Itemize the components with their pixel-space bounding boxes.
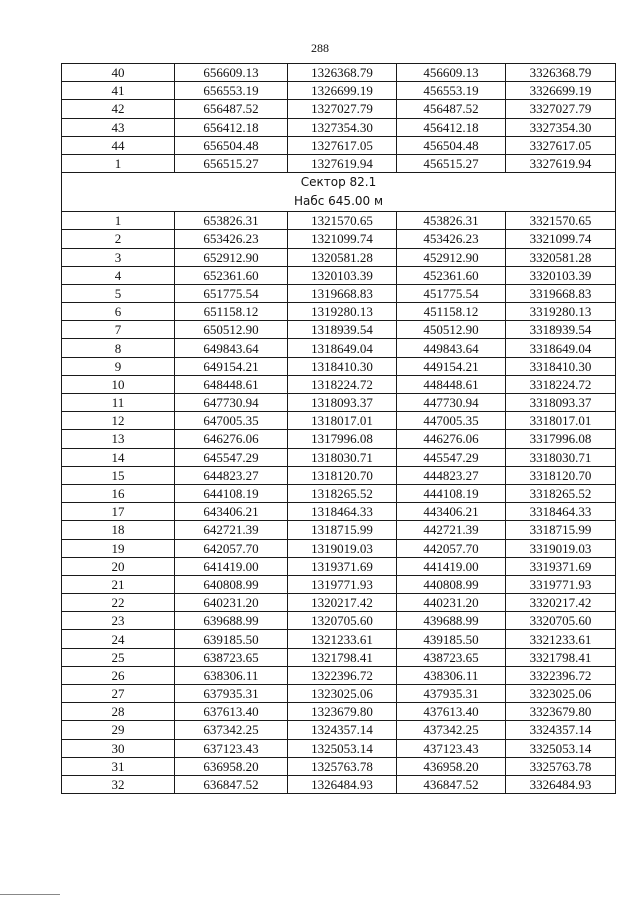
table-row bbox=[62, 648, 616, 666]
x-coord-cell: 637935.31 bbox=[175, 685, 288, 703]
scan-edge-line bbox=[0, 894, 60, 895]
y-coord-cell: 1323679.80 bbox=[288, 703, 397, 721]
x-coord-cell: 652912.90 bbox=[175, 248, 288, 266]
table-row bbox=[62, 303, 616, 321]
point-number-cell: 9 bbox=[62, 357, 175, 375]
x2-coord-cell: 456515.27 bbox=[397, 154, 506, 172]
y-coord-cell: 1325053.14 bbox=[288, 739, 397, 757]
table-row bbox=[62, 630, 616, 648]
y2-coord-cell: 3321570.65 bbox=[506, 212, 616, 230]
x2-coord-cell: 450512.90 bbox=[397, 321, 506, 339]
y2-coord-cell: 3320103.39 bbox=[506, 266, 616, 284]
x2-coord-cell: 443406.21 bbox=[397, 503, 506, 521]
point-number-cell: 20 bbox=[62, 557, 175, 575]
point-number-cell: 24 bbox=[62, 630, 175, 648]
y2-coord-cell: 3320217.42 bbox=[506, 594, 616, 612]
x2-coord-cell: 449843.64 bbox=[397, 339, 506, 357]
point-number-cell: 8 bbox=[62, 339, 175, 357]
y2-coord-cell: 3324357.14 bbox=[506, 721, 616, 739]
point-number-cell: 12 bbox=[62, 412, 175, 430]
x-coord-cell: 651775.54 bbox=[175, 284, 288, 302]
y-coord-cell: 1318939.54 bbox=[288, 321, 397, 339]
point-number-cell: 22 bbox=[62, 594, 175, 612]
y-coord-cell: 1323025.06 bbox=[288, 685, 397, 703]
point-number-cell: 3 bbox=[62, 248, 175, 266]
y-coord-cell: 1318410.30 bbox=[288, 357, 397, 375]
table-row bbox=[62, 703, 616, 721]
y2-coord-cell: 3319019.03 bbox=[506, 539, 616, 557]
table-row bbox=[62, 100, 616, 118]
table-row bbox=[62, 685, 616, 703]
y-coord-cell: 1318224.72 bbox=[288, 375, 397, 393]
y-coord-cell: 1320581.28 bbox=[288, 248, 397, 266]
x-coord-cell: 642721.39 bbox=[175, 521, 288, 539]
x-coord-cell: 639688.99 bbox=[175, 612, 288, 630]
x2-coord-cell: 439185.50 bbox=[397, 630, 506, 648]
point-number-cell: 31 bbox=[62, 757, 175, 775]
x-coord-cell: 649154.21 bbox=[175, 357, 288, 375]
x-coord-cell: 651158.12 bbox=[175, 303, 288, 321]
x-coord-cell: 646276.06 bbox=[175, 430, 288, 448]
x-coord-cell: 648448.61 bbox=[175, 375, 288, 393]
table-row bbox=[62, 212, 616, 230]
y2-coord-cell: 3325053.14 bbox=[506, 739, 616, 757]
point-number-cell: 41 bbox=[62, 82, 175, 100]
x-coord-cell: 643406.21 bbox=[175, 503, 288, 521]
x2-coord-cell: 437342.25 bbox=[397, 721, 506, 739]
section-header-group bbox=[62, 173, 616, 212]
x-coord-cell: 637613.40 bbox=[175, 703, 288, 721]
x2-coord-cell: 438723.65 bbox=[397, 648, 506, 666]
y2-coord-cell: 3323025.06 bbox=[506, 685, 616, 703]
table-row bbox=[62, 612, 616, 630]
point-number-cell: 16 bbox=[62, 484, 175, 502]
table-row bbox=[62, 757, 616, 775]
x-coord-cell: 656504.48 bbox=[175, 136, 288, 154]
x-coord-cell: 647005.35 bbox=[175, 412, 288, 430]
x2-coord-cell: 436847.52 bbox=[397, 775, 506, 793]
y-coord-cell: 1326699.19 bbox=[288, 82, 397, 100]
x2-coord-cell: 444108.19 bbox=[397, 484, 506, 502]
table-row bbox=[62, 375, 616, 393]
x-coord-cell: 645547.29 bbox=[175, 448, 288, 466]
y2-coord-cell: 3323679.80 bbox=[506, 703, 616, 721]
point-number-cell: 1 bbox=[62, 212, 175, 230]
table-row bbox=[62, 503, 616, 521]
table-row bbox=[62, 466, 616, 484]
point-number-cell: 27 bbox=[62, 685, 175, 703]
x2-coord-cell: 447730.94 bbox=[397, 394, 506, 412]
point-number-cell: 6 bbox=[62, 303, 175, 321]
section-subtitle: Набс 645.00 м bbox=[293, 194, 384, 209]
x2-coord-cell: 447005.35 bbox=[397, 412, 506, 430]
x2-coord-cell: 436958.20 bbox=[397, 757, 506, 775]
y-coord-cell: 1318017.01 bbox=[288, 412, 397, 430]
x-coord-cell: 656553.19 bbox=[175, 82, 288, 100]
point-number-cell: 26 bbox=[62, 666, 175, 684]
x2-coord-cell: 444823.27 bbox=[397, 466, 506, 484]
x2-coord-cell: 448448.61 bbox=[397, 375, 506, 393]
x-coord-cell: 637123.43 bbox=[175, 739, 288, 757]
point-number-cell: 28 bbox=[62, 703, 175, 721]
y2-coord-cell: 3327617.05 bbox=[506, 136, 616, 154]
x-coord-cell: 640231.20 bbox=[175, 594, 288, 612]
point-number-cell: 44 bbox=[62, 136, 175, 154]
table-row bbox=[62, 284, 616, 302]
table-row bbox=[62, 339, 616, 357]
point-number-cell: 7 bbox=[62, 321, 175, 339]
y2-coord-cell: 3318939.54 bbox=[506, 321, 616, 339]
point-number-cell: 19 bbox=[62, 539, 175, 557]
table-top-group bbox=[62, 64, 616, 173]
x-coord-cell: 644823.27 bbox=[175, 466, 288, 484]
point-number-cell: 17 bbox=[62, 503, 175, 521]
y2-coord-cell: 3317996.08 bbox=[506, 430, 616, 448]
table-row bbox=[62, 575, 616, 593]
table-row bbox=[62, 412, 616, 430]
y-coord-cell: 1319371.69 bbox=[288, 557, 397, 575]
point-number-cell: 13 bbox=[62, 430, 175, 448]
point-number-cell: 15 bbox=[62, 466, 175, 484]
table-row bbox=[62, 394, 616, 412]
y2-coord-cell: 3318715.99 bbox=[506, 521, 616, 539]
x2-coord-cell: 456412.18 bbox=[397, 118, 506, 136]
table-row bbox=[62, 739, 616, 757]
y-coord-cell: 1321099.74 bbox=[288, 230, 397, 248]
y2-coord-cell: 3327619.94 bbox=[506, 154, 616, 172]
y-coord-cell: 1319019.03 bbox=[288, 539, 397, 557]
y2-coord-cell: 3318093.37 bbox=[506, 394, 616, 412]
y-coord-cell: 1327619.94 bbox=[288, 154, 397, 172]
x-coord-cell: 636958.20 bbox=[175, 757, 288, 775]
x2-coord-cell: 442057.70 bbox=[397, 539, 506, 557]
section-title: Сектор 82.1 bbox=[300, 175, 377, 190]
x2-coord-cell: 453426.23 bbox=[397, 230, 506, 248]
y2-coord-cell: 3318649.04 bbox=[506, 339, 616, 357]
y-coord-cell: 1321798.41 bbox=[288, 648, 397, 666]
page-number: 288 bbox=[311, 41, 329, 55]
y2-coord-cell: 3320581.28 bbox=[506, 248, 616, 266]
table-row bbox=[62, 448, 616, 466]
point-number-cell: 10 bbox=[62, 375, 175, 393]
table-row bbox=[62, 666, 616, 684]
x-coord-cell: 656515.27 bbox=[175, 154, 288, 172]
x2-coord-cell: 451158.12 bbox=[397, 303, 506, 321]
y2-coord-cell: 3318030.71 bbox=[506, 448, 616, 466]
x-coord-cell: 650512.90 bbox=[175, 321, 288, 339]
section-header-row bbox=[62, 173, 616, 212]
point-number-cell: 25 bbox=[62, 648, 175, 666]
y-coord-cell: 1318265.52 bbox=[288, 484, 397, 502]
table-row bbox=[62, 248, 616, 266]
x-coord-cell: 642057.70 bbox=[175, 539, 288, 557]
x-coord-cell: 644108.19 bbox=[175, 484, 288, 502]
x2-coord-cell: 437935.31 bbox=[397, 685, 506, 703]
y-coord-cell: 1324357.14 bbox=[288, 721, 397, 739]
point-number-cell: 32 bbox=[62, 775, 175, 793]
table-row bbox=[62, 539, 616, 557]
point-number-cell: 43 bbox=[62, 118, 175, 136]
y-coord-cell: 1325763.78 bbox=[288, 757, 397, 775]
point-number-cell: 40 bbox=[62, 64, 175, 82]
x2-coord-cell: 453826.31 bbox=[397, 212, 506, 230]
x-coord-cell: 656412.18 bbox=[175, 118, 288, 136]
y2-coord-cell: 3318224.72 bbox=[506, 375, 616, 393]
y2-coord-cell: 3327354.30 bbox=[506, 118, 616, 136]
x2-coord-cell: 437613.40 bbox=[397, 703, 506, 721]
x-coord-cell: 640808.99 bbox=[175, 575, 288, 593]
table-row bbox=[62, 230, 616, 248]
point-number-cell: 23 bbox=[62, 612, 175, 630]
point-number-cell: 2 bbox=[62, 230, 175, 248]
x2-coord-cell: 451775.54 bbox=[397, 284, 506, 302]
table-row bbox=[62, 430, 616, 448]
point-number-cell: 21 bbox=[62, 575, 175, 593]
table-section-group bbox=[62, 212, 616, 794]
table-row bbox=[62, 118, 616, 136]
table-row bbox=[62, 266, 616, 284]
y2-coord-cell: 3326368.79 bbox=[506, 64, 616, 82]
point-number-cell: 11 bbox=[62, 394, 175, 412]
x2-coord-cell: 456504.48 bbox=[397, 136, 506, 154]
table-row bbox=[62, 721, 616, 739]
y2-coord-cell: 3318017.01 bbox=[506, 412, 616, 430]
table-row bbox=[62, 154, 616, 172]
y2-coord-cell: 3319771.93 bbox=[506, 575, 616, 593]
section-header bbox=[62, 173, 616, 212]
x-coord-cell: 649843.64 bbox=[175, 339, 288, 357]
x-coord-cell: 639185.50 bbox=[175, 630, 288, 648]
y2-coord-cell: 3321233.61 bbox=[506, 630, 616, 648]
y-coord-cell: 1319668.83 bbox=[288, 284, 397, 302]
x2-coord-cell: 440808.99 bbox=[397, 575, 506, 593]
y2-coord-cell: 3319371.69 bbox=[506, 557, 616, 575]
y-coord-cell: 1322396.72 bbox=[288, 666, 397, 684]
y-coord-cell: 1320217.42 bbox=[288, 594, 397, 612]
y2-coord-cell: 3327027.79 bbox=[506, 100, 616, 118]
x-coord-cell: 656487.52 bbox=[175, 100, 288, 118]
y-coord-cell: 1318093.37 bbox=[288, 394, 397, 412]
point-number-cell: 42 bbox=[62, 100, 175, 118]
y-coord-cell: 1318715.99 bbox=[288, 521, 397, 539]
y-coord-cell: 1326368.79 bbox=[288, 64, 397, 82]
y2-coord-cell: 3325763.78 bbox=[506, 757, 616, 775]
y2-coord-cell: 3326699.19 bbox=[506, 82, 616, 100]
y-coord-cell: 1319771.93 bbox=[288, 575, 397, 593]
table-row bbox=[62, 521, 616, 539]
x-coord-cell: 638723.65 bbox=[175, 648, 288, 666]
table-row bbox=[62, 64, 616, 82]
y-coord-cell: 1318649.04 bbox=[288, 339, 397, 357]
y2-coord-cell: 3321798.41 bbox=[506, 648, 616, 666]
table-row bbox=[62, 82, 616, 100]
table-row bbox=[62, 136, 616, 154]
x2-coord-cell: 439688.99 bbox=[397, 612, 506, 630]
y-coord-cell: 1327354.30 bbox=[288, 118, 397, 136]
x2-coord-cell: 456487.52 bbox=[397, 100, 506, 118]
x2-coord-cell: 456609.13 bbox=[397, 64, 506, 82]
point-number-cell: 18 bbox=[62, 521, 175, 539]
x-coord-cell: 647730.94 bbox=[175, 394, 288, 412]
table-row bbox=[62, 557, 616, 575]
y-coord-cell: 1318030.71 bbox=[288, 448, 397, 466]
y-coord-cell: 1317996.08 bbox=[288, 430, 397, 448]
x2-coord-cell: 449154.21 bbox=[397, 357, 506, 375]
x2-coord-cell: 452361.60 bbox=[397, 266, 506, 284]
table-row bbox=[62, 775, 616, 793]
y-coord-cell: 1321570.65 bbox=[288, 212, 397, 230]
y2-coord-cell: 3322396.72 bbox=[506, 666, 616, 684]
point-number-cell: 30 bbox=[62, 739, 175, 757]
y2-coord-cell: 3318120.70 bbox=[506, 466, 616, 484]
table-row bbox=[62, 321, 616, 339]
x-coord-cell: 641419.00 bbox=[175, 557, 288, 575]
y-coord-cell: 1319280.13 bbox=[288, 303, 397, 321]
x-coord-cell: 636847.52 bbox=[175, 775, 288, 793]
y2-coord-cell: 3319280.13 bbox=[506, 303, 616, 321]
x2-coord-cell: 445547.29 bbox=[397, 448, 506, 466]
y-coord-cell: 1318120.70 bbox=[288, 466, 397, 484]
y2-coord-cell: 3321099.74 bbox=[506, 230, 616, 248]
y-coord-cell: 1320103.39 bbox=[288, 266, 397, 284]
y2-coord-cell: 3318265.52 bbox=[506, 484, 616, 502]
table-row bbox=[62, 594, 616, 612]
x2-coord-cell: 456553.19 bbox=[397, 82, 506, 100]
table-row bbox=[62, 357, 616, 375]
x-coord-cell: 652361.60 bbox=[175, 266, 288, 284]
x-coord-cell: 637342.25 bbox=[175, 721, 288, 739]
y2-coord-cell: 3320705.60 bbox=[506, 612, 616, 630]
point-number-cell: 4 bbox=[62, 266, 175, 284]
x-coord-cell: 638306.11 bbox=[175, 666, 288, 684]
y-coord-cell: 1327617.05 bbox=[288, 136, 397, 154]
point-number-cell: 14 bbox=[62, 448, 175, 466]
y-coord-cell: 1326484.93 bbox=[288, 775, 397, 793]
y-coord-cell: 1321233.61 bbox=[288, 630, 397, 648]
y-coord-cell: 1327027.79 bbox=[288, 100, 397, 118]
x2-coord-cell: 441419.00 bbox=[397, 557, 506, 575]
point-number-cell: 29 bbox=[62, 721, 175, 739]
point-number-cell: 1 bbox=[62, 154, 175, 172]
coordinates-table bbox=[61, 63, 616, 794]
x-coord-cell: 656609.13 bbox=[175, 64, 288, 82]
x-coord-cell: 653826.31 bbox=[175, 212, 288, 230]
x2-coord-cell: 438306.11 bbox=[397, 666, 506, 684]
y-coord-cell: 1320705.60 bbox=[288, 612, 397, 630]
table-row bbox=[62, 484, 616, 502]
x2-coord-cell: 437123.43 bbox=[397, 739, 506, 757]
x2-coord-cell: 442721.39 bbox=[397, 521, 506, 539]
y2-coord-cell: 3319668.83 bbox=[506, 284, 616, 302]
x2-coord-cell: 446276.06 bbox=[397, 430, 506, 448]
y2-coord-cell: 3318464.33 bbox=[506, 503, 616, 521]
y-coord-cell: 1318464.33 bbox=[288, 503, 397, 521]
x2-coord-cell: 452912.90 bbox=[397, 248, 506, 266]
y2-coord-cell: 3318410.30 bbox=[506, 357, 616, 375]
x-coord-cell: 653426.23 bbox=[175, 230, 288, 248]
x2-coord-cell: 440231.20 bbox=[397, 594, 506, 612]
y2-coord-cell: 3326484.93 bbox=[506, 775, 616, 793]
point-number-cell: 5 bbox=[62, 284, 175, 302]
